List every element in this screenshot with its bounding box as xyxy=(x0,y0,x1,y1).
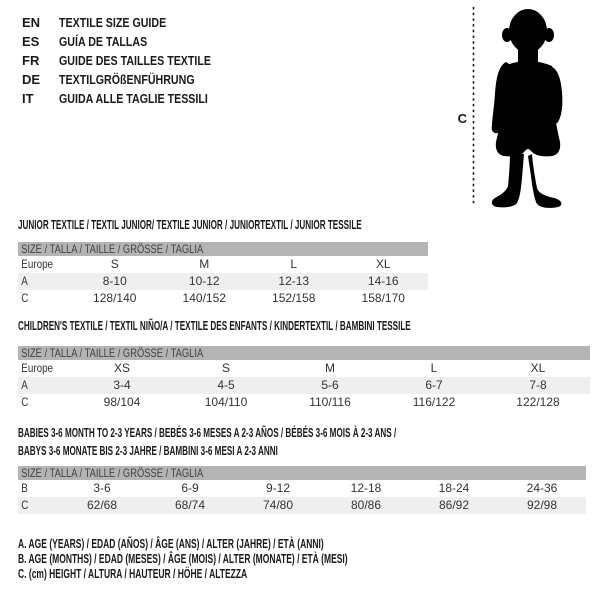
size-cell: XL xyxy=(530,361,546,375)
size-cell: L xyxy=(290,257,298,271)
size-cell: 18-24 xyxy=(438,481,470,495)
size-cell: 74/80 xyxy=(262,498,294,512)
size-header-label: SIZE / TALLA / TAILLE / GRÖSSE / TAGLIA xyxy=(21,466,204,480)
guide-title-de: TEXTILGRÖßENFÜHRUNG xyxy=(59,72,195,87)
table-row-age xyxy=(18,377,590,394)
size-cell: XL xyxy=(375,257,391,271)
size-cell: 14-16 xyxy=(367,274,399,288)
table-row-months xyxy=(18,480,586,497)
section-title-children: CHILDREN'S TEXTILE / TEXTIL NIÑO/A / TEXTILE DES ENFANTS / KINDERTEXTIL / BAMBINI TESSILE xyxy=(18,319,411,333)
section-title-babies: BABIES 3-6 MONTH TO 2-3 YEARS / BEBÉS 3-6 MESES A 2-3 AÑOS / BÉBÉS 3-6 MOIS À 2-3 ANS / BABYS 3-6 MONATE BIS 2-3 JAHRE / BAMBINI 3-6 MESI A 2-3 ANNI xyxy=(18,426,397,458)
size-cell: 140/152 xyxy=(182,291,226,305)
table-row-europe xyxy=(18,256,428,273)
toddler-silhouette-icon xyxy=(492,9,563,208)
table-row-height xyxy=(18,497,586,514)
size-cell: 3-4 xyxy=(113,378,131,392)
language-code: FR xyxy=(22,53,40,68)
language-code: IT xyxy=(22,91,34,106)
size-header-bar xyxy=(18,242,428,256)
size-cell: 7-8 xyxy=(529,378,547,392)
language-row-fr xyxy=(22,51,244,70)
size-cell: 62/68 xyxy=(86,498,118,512)
junior-size-table xyxy=(18,242,428,307)
row-label: C xyxy=(21,395,29,409)
size-cell: 92/98 xyxy=(526,498,558,512)
language-code: EN xyxy=(22,15,41,30)
size-cell: 116/122 xyxy=(412,395,456,409)
size-cell: 24-36 xyxy=(526,481,558,495)
table-row-europe xyxy=(18,360,590,377)
row-label: B xyxy=(21,481,28,495)
size-cell: S xyxy=(221,361,230,375)
size-cell: 10-12 xyxy=(188,274,220,288)
guide-title-es: GUÍA DE TALLAS xyxy=(59,34,148,49)
size-cell: 152/158 xyxy=(272,291,316,305)
size-cell: 86/92 xyxy=(438,498,470,512)
footnote-height-cm: C. (cm) HEIGHT / ALTURA / HAUTEUR / HÖHE / ALTEZZA xyxy=(18,567,248,581)
guide-title-en: TEXTILE SIZE GUIDE xyxy=(59,15,167,30)
size-cell: 110/116 xyxy=(309,395,351,409)
row-label: C xyxy=(21,291,29,305)
language-row-de xyxy=(22,70,244,89)
size-cell: XS xyxy=(113,361,130,375)
size-cell: 122/128 xyxy=(516,395,560,409)
babies-size-table xyxy=(18,466,586,514)
size-cell: L xyxy=(430,361,438,375)
language-code: DE xyxy=(22,72,41,87)
language-row-en xyxy=(22,13,244,32)
language-row-it xyxy=(22,89,244,108)
row-label: A xyxy=(21,274,28,288)
table-row-height xyxy=(18,290,428,307)
size-cell: M xyxy=(199,257,210,271)
size-header-label: SIZE / TALLA / TAILLE / GRÖSSE / TAGLIA xyxy=(21,242,204,256)
row-label: C xyxy=(21,498,29,512)
footnote-age-years: A. AGE (YEARS) / EDAD (AÑOS) / ÂGE (ANS) / ALTER (JAHRE) / ETÀ (ANNI) xyxy=(18,537,324,551)
toddler-figure xyxy=(450,4,580,212)
table-row-age xyxy=(18,273,428,290)
size-cell: 98/104 xyxy=(103,395,141,409)
size-cell: 104/110 xyxy=(204,395,248,409)
size-cell: 9-12 xyxy=(265,481,291,495)
size-cell: 3-6 xyxy=(93,481,111,495)
height-measure-label: C xyxy=(457,111,467,126)
size-cell: 8-10 xyxy=(102,274,127,288)
size-cell: 6-9 xyxy=(181,481,199,495)
size-cell: 12-13 xyxy=(278,274,310,288)
size-cell: 158/170 xyxy=(361,291,405,305)
size-cell: 4-5 xyxy=(217,378,235,392)
language-row-es xyxy=(22,32,244,51)
size-cell: M xyxy=(325,361,335,375)
row-label: A xyxy=(21,378,28,392)
size-cell: 128/140 xyxy=(93,291,137,305)
size-cell: 5-6 xyxy=(321,378,339,392)
footnote-legend xyxy=(18,537,503,582)
language-code: ES xyxy=(22,34,40,49)
size-header-bar xyxy=(18,466,586,480)
table-row-height xyxy=(18,394,590,411)
size-cell: S xyxy=(110,257,119,271)
section-title-junior: JUNIOR TEXTILE / TEXTIL JUNIOR/ TEXTILE JUNIOR / JUNIORTEXTIL / JUNIOR TESSILE xyxy=(18,218,362,232)
row-label: Europe xyxy=(21,361,54,375)
children-size-table xyxy=(18,346,590,411)
language-title-list xyxy=(22,13,244,108)
guide-title-it: GUIDA ALLE TAGLIE TESSILI xyxy=(59,91,208,106)
row-label: Europe xyxy=(21,257,54,271)
footnote-age-months: B. AGE (MONTHS) / EDAD (MESES) / ÂGE (MOIS) / ALTER (MONATE) / ETÀ (MESI) xyxy=(18,552,348,566)
guide-title-fr: GUIDE DES TAILLES TEXTILE xyxy=(59,53,212,68)
size-cell: 6-7 xyxy=(425,378,443,392)
size-cell: 68/74 xyxy=(174,498,206,512)
size-header-label: SIZE / TALLA / TAILLE / GRÖSSE / TAGLIA xyxy=(21,346,204,360)
size-cell: 80/86 xyxy=(350,498,382,512)
size-cell: 12-18 xyxy=(350,481,382,495)
size-header-bar xyxy=(18,346,590,360)
